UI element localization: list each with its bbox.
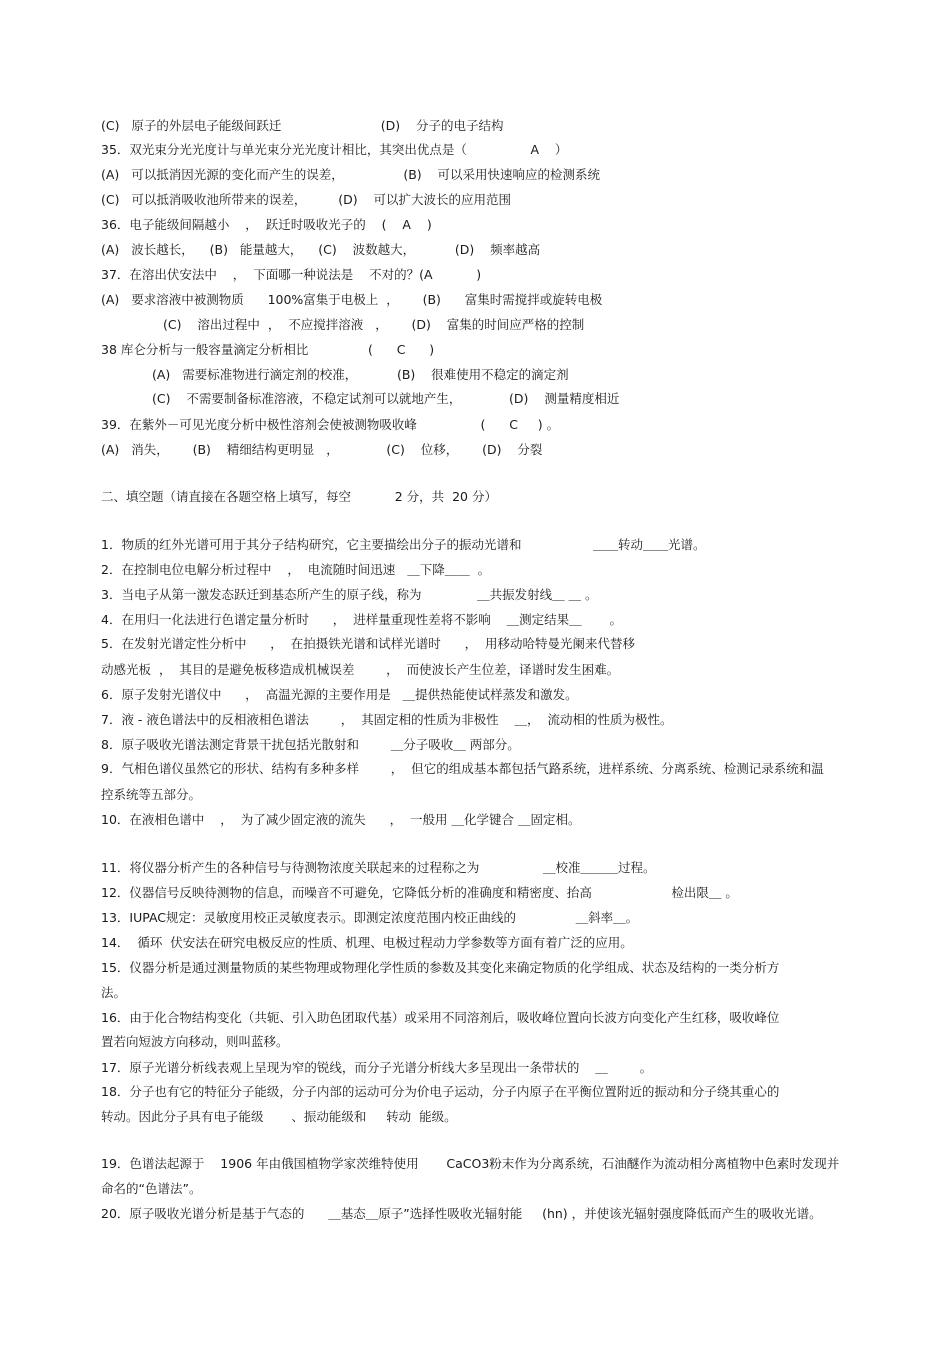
- text-line: [101, 442, 542, 458]
- line-text: 13．IUPAC规定：灵敏度用校正灵敏度表示。即测定浓度范围内校正曲线的 ＿斜率＿。: [101, 910, 639, 925]
- line-text: 控系统等五部分。: [101, 787, 202, 802]
- text-line: [101, 1109, 457, 1125]
- fill-question-14: [101, 935, 633, 951]
- fill-question-20: [101, 1206, 822, 1222]
- fill-question-5: [101, 636, 635, 652]
- line-text: 12．仪器信号反映待测物的信息，而噪音不可避免，它降低分析的准确度和精密度、抬高 检出限＿ 。: [101, 885, 738, 900]
- line-text: 法。: [101, 985, 127, 1000]
- line-text: 16．由于化合物结构变化（共轭、引入助色团取代基）或采用不同溶剂后，吸收峰位置向长波方向变化产生红移，吸收峰位: [101, 1010, 780, 1025]
- fill-question-12: [101, 885, 738, 901]
- text-line: [163, 317, 584, 333]
- text-line: [101, 1181, 201, 1197]
- section-heading: [101, 489, 497, 505]
- fill-question-2: [101, 562, 490, 578]
- line-text: (A) 需要标准物进行滴定剂的校准， (B) 很难使用不稳定的滴定剂: [152, 367, 569, 382]
- line-text: 39．在紫外－可见光度分析中极性溶剂会使被测物吸收峰 ( C ) 。: [101, 417, 560, 432]
- text-line: [152, 367, 569, 383]
- fill-question-4: [101, 612, 622, 628]
- text-line: [101, 192, 511, 208]
- line-text: 15．仪器分析是通过测量物质的某些物理或物理化学性质的参数及其变化来确定物质的化学组成、状态及结构的一类分析方: [101, 960, 780, 975]
- fill-question-15: [101, 960, 779, 976]
- line-text: (A) 要求溶液中被测物质 100%富集于电极上 ， (B) 富集时需搅拌或旋转电极: [101, 292, 603, 307]
- line-text: 置若向短波方向移动，则叫蓝移。: [101, 1034, 289, 1049]
- line-text: 10．在液相色谱中 ， 为了减少固定液的流失 ， 一般用 ＿化学键合 ＿固定相。: [101, 812, 581, 827]
- line-text: 1．物质的红外光谱可用于其分子结构研究，它主要描绘出分子的振动光谱和 ＿＿转动＿＿光谱。: [101, 537, 706, 552]
- text-line: [101, 1034, 289, 1050]
- fill-question-3: [101, 587, 598, 603]
- line-text: 命名的“色谱法”。: [101, 1181, 202, 1196]
- text-line: [101, 292, 602, 308]
- text-line: [101, 662, 619, 678]
- line-text: (C) 原子的外层电子能级间跃迁 (D) 分子的电子结构: [101, 118, 504, 133]
- line-text: 5．在发射光谱定性分析中 ， 在拍摄铁光谱和试样光谱时 ， 用移动哈特曼光阑来代替移: [101, 636, 636, 651]
- line-text: (C) 可以抵消吸收池所带来的误差， (D) 可以扩大波长的应用范围: [101, 192, 511, 207]
- line-text: 6．原子发射光谱仪中 ， 高温光源的主要作用是 ＿提供热能使试样蒸发和激发。: [101, 687, 578, 702]
- line-text: 4．在用归一化法进行色谱定量分析时 ， 进样量重现性差将不影响 ＿测定结果＿ 。: [101, 612, 622, 627]
- line-text: 9．气相色谱仪虽然它的形状、结构有多种多样 ， 但它的组成基本都包括气路系统，进样系统、分离系统、检测记录系统和温: [101, 761, 824, 776]
- text-line: [152, 391, 619, 407]
- question-36: [101, 217, 432, 233]
- fill-question-1: [101, 537, 705, 553]
- line-text: 11．将仪器分析产生的各种信号与待测物浓度关联起来的过程称之为 ＿校准＿＿＿过程。: [101, 860, 656, 875]
- text-line: [101, 118, 504, 134]
- line-text: 动感光板 ， 其目的是避免板移造成机械误差 ， 而使波长产生位差，译谱时发生困难。: [101, 662, 620, 677]
- line-text: 7．液 - 液色谱法中的反相液相色谱法 ， 其固定相的性质为非极性 ＿， 流动相的性质为极性。: [101, 712, 673, 727]
- line-text: 20．原子吸收光谱分析是基于气态的 ＿基态＿原子”选择性吸收光辐射能 (hn) ，并使该光辐射强度降低而产生的吸收光谱。: [101, 1206, 822, 1221]
- text-line: [101, 167, 600, 183]
- question-38: [101, 342, 434, 358]
- line-text: (A) 消失， (B) 精细结构更明显 ， (C) 位移， (D) 分裂: [101, 442, 543, 457]
- line-text: (A) 可以抵消因光源的变化而产生的误差， (B) 可以采用快速响应的检测系统: [101, 167, 601, 182]
- fill-question-17: [101, 1060, 652, 1076]
- fill-question-6: [101, 687, 578, 703]
- question-37: [101, 267, 481, 283]
- line-text: 36．电子能级间隔越小 ， 跃迁时吸收光子的 ( A ): [101, 217, 432, 232]
- text-line: [101, 787, 201, 803]
- fill-question-13: [101, 910, 638, 926]
- question-35: [101, 142, 567, 158]
- fill-question-7: [101, 712, 673, 728]
- line-text: 2．在控制电位电解分析过程中 ， 电流随时间迅速 ＿下降＿＿ 。: [101, 562, 491, 577]
- line-text: (A) 波长越长， (B) 能量越大， (C) 波数越大， (D) 频率越高: [101, 242, 541, 257]
- line-text: 37．在溶出伏安法中 ， 下面哪一种说法是 不对的？(A ): [101, 267, 482, 282]
- text-line: [101, 985, 126, 1001]
- text-line: [101, 242, 540, 258]
- line-text: 3．当电子从第一激发态跃迁到基态所产生的原子线，称为 ＿共振发射线＿ ＿ 。: [101, 587, 598, 602]
- line-text: 17．原子光谱分析线表观上呈现为窄的锐线，而分子光谱分析线大多呈现出一条带状的 ＿ 。: [101, 1060, 653, 1075]
- line-text: 14． 循环 伏安法在研究电极反应的性质、机理、电极过程动力学参数等方面有着广泛的应用。: [101, 935, 633, 950]
- fill-question-18: [101, 1084, 779, 1100]
- line-text: 二、填空题（请直接在各题空格上填写，每空 2 分，共 20 分）: [101, 489, 497, 504]
- fill-question-10: [101, 812, 580, 828]
- fill-question-11: [101, 860, 655, 876]
- line-text: 19．色谱法起源于 1906 年由俄国植物学家茨维特使用 CaCO3粉末作为分离系统，石油醚作为流动相分离植物中色素时发现并: [101, 1156, 840, 1171]
- line-text: (C) 不需要制备标准溶液，不稳定试剂可以就地产生， (D) 测量精度相近: [152, 391, 620, 406]
- fill-question-19: [101, 1156, 839, 1172]
- line-text: (C) 溶出过程中 ， 不应搅拌溶液 ， (D) 富集的时间应严格的控制: [163, 317, 585, 332]
- fill-question-16: [101, 1010, 779, 1026]
- line-text: 转动。因此分子具有电子能级 、振动能级和 转动 能级。: [101, 1109, 457, 1124]
- question-39: [101, 417, 559, 433]
- fill-question-8: [101, 737, 520, 753]
- line-text: 35．双光束分光光度计与单光束分光光度计相比，其突出优点是（ A ）: [101, 142, 568, 157]
- line-text: 18．分子也有它的特征分子能级，分子内部的运动可分为价电子运动，分子内原子在平衡位置附近的振动和分子绕其重心的: [101, 1084, 780, 1099]
- line-text: 38 库仑分析与一般容量滴定分析相比 ( C ): [101, 342, 435, 357]
- line-text: 8．原子吸收光谱法测定背景干扰包括光散射和 ＿分子吸收＿ 两部分。: [101, 737, 520, 752]
- fill-question-9: [101, 761, 824, 777]
